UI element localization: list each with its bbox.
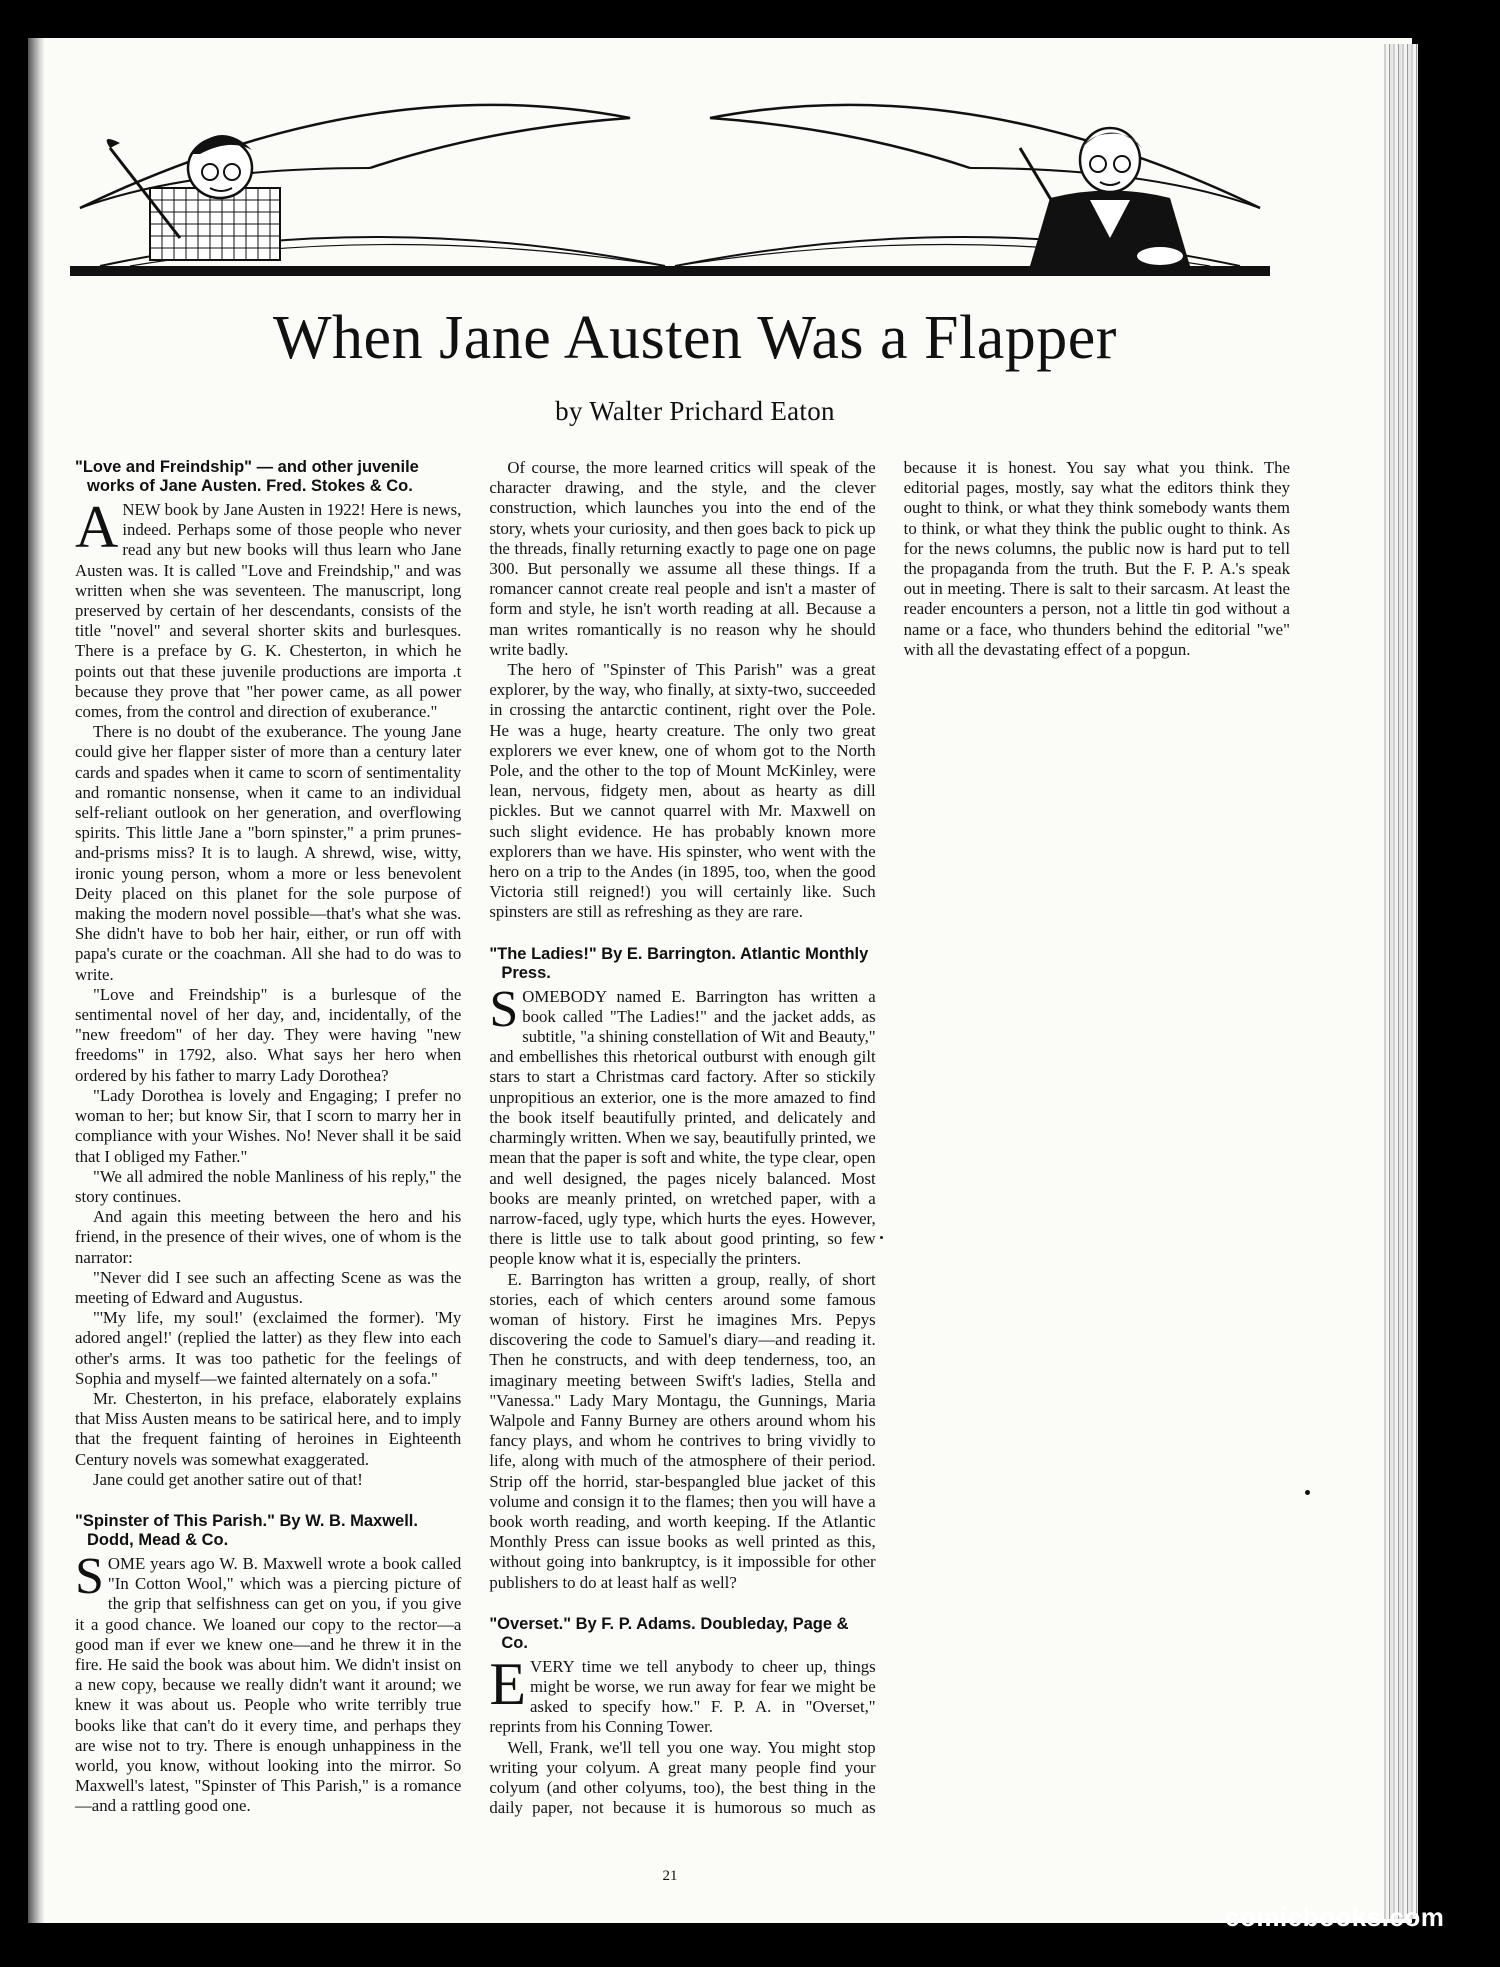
body-paragraph: Of course, the more learned critics will speak of the character drawing, and the style, and the clever construction, which launches you into the end of the story, whets your curiosity, and then goes back to pick up the threads, finally returning exactly to page one on page 300. But personally we assume all these things. If a romancer cannot create real people and isn't a master of form and style, he isn't worth reading at all. Because a man writes romantically is no reason why he should write badly. bbox=[489, 458, 876, 659]
body-paragraph: "Never did I see such an affecting Scene as was the meeting of Edward and Augustus. bbox=[75, 1267, 462, 1307]
article-body bbox=[75, 458, 1290, 1838]
body-paragraph: "'My life, my soul!' (exclaimed the former). 'My adored angel!' (replied the latter) as they flew into each other's arms. It was too pathetic for the feelings of Sophia and myself—we fainted alternately on a sofa." bbox=[75, 1308, 462, 1388]
body-paragraph: Well, Frank, we'll tell you one way. You might stop writing your colyum. A great many people find your colyum (and other colyums, too), the best thing in the daily paper, not because it is humorous so much as because it is honest. You say what you think. The editorial pages, mostly, say what the editors think they ought to think, or what they think somebody wants them to think, or what they think the public ought to think. As for the news columns, the public now is hard put to tell the propaganda from the truth. But the F. P. A.'s speak out in meeting. There is salt to their sarcasm. At least the reader encounters a person, not a little tin god without a name or a face, who thunders behind the editorial "we" with all the devastating effect of a popgun. bbox=[489, 458, 1290, 1818]
body-paragraph bbox=[489, 980, 876, 1270]
body-paragraph: "We all admired the noble Manliness of his reply," the story continues. bbox=[75, 1166, 462, 1206]
book-heading: "Love and Freindship" — and other juvenile works of Jane Austen. Fred. Stokes & Co. bbox=[75, 458, 419, 495]
page-fold-shadow bbox=[28, 38, 44, 1923]
body-paragraph bbox=[75, 1547, 462, 1817]
body-paragraph bbox=[489, 1650, 876, 1738]
article-byline: by Walter Prichard Eaton bbox=[555, 396, 835, 426]
book-heading: "Spinster of This Parish." By W. B. Maxwell. Dodd, Mead & Co. bbox=[75, 1511, 418, 1549]
body-paragraph: The hero of "Spinster of This Parish" was a great explorer, by the way, who finally, at sixty-two, succeeded in crossing the antarctic continent, right over the Pole. He was a huge, hearty creature. The only two great explorers we ever knew, one of whom got to the North Pole, and the other to the top of Mount McKinley, were lean, nervous, fidgety men, about as hearty as dill pickles. But we cannot quarrel with Mr. Maxwell on such slight evidence. He has probably known more explorers than we have. His spinster, who went with the hero on a trip to the Andes (in 1895, too, when the good Victoria still reigned!) you will certainly like. Such spinsters are still as refreshing as they are rare. bbox=[489, 660, 876, 922]
body-paragraph: E. Barrington has written a group, really, of short stories, each of which centers around some famous woman of history. First he imagines Mrs. Pepys discovering the code to Samuel's diary—and reading it. Then he constructs, and with deep tenderness, too, an imaginary meeting between Swift's ladies, Stella and "Vanessa." Lady Mary Montagu, the Gunnings, Maria Walpole and Fanny Burney are others around whom his fancy plays, and whom he contrives to bring vividly to life, along with much of the atmosphere of their period. Strip off the horrid, star-bespangled blue jacket of this volume and consign it to the flames; then you will have a book worth reading, and worth keeping. If the Atlantic Monthly Press can issue books as well printed as this, without going into bankruptcy, is it impossible for other publishers to do at least half as well? bbox=[489, 1269, 876, 1592]
body-paragraph: Mr. Chesterton, in his preface, elaborately explains that Miss Austen means to be satirical here, and to imply that the frequent fainting of heroines in Eighteenth Century novels was somewhat exaggerated. bbox=[75, 1388, 462, 1469]
page-edges bbox=[1384, 44, 1418, 1919]
section-gap bbox=[489, 923, 875, 945]
drop-cap: S bbox=[75, 1547, 104, 1605]
body-paragraph: There is no doubt of the exuberance. The young Jane could give her flapper sister of more than a century later cards and spades when it came to scorn of sentimentality and romantic nonsense, when it came to an individual self-reliant outlook on her generation, and overflowing spirits. This little Jane a "born spinster," a prim prunes-and-prisms miss? It is to laugh. A shrewd, wise, witty, ironic young person, whom a more or less benevolent Deity placed on this planet for the sole purpose of making the modern novel possible—that's what she was. She didn't have to bob her hair, either, or run off with papa's curate or the coachman. All she had to do was to write. bbox=[75, 722, 462, 984]
scan-speck bbox=[880, 1236, 883, 1239]
watermark-text: comicbooks.com bbox=[1225, 1902, 1445, 1932]
book-heading: "The Ladies!" By E. Barrington. Atlantic Monthly Press. bbox=[489, 944, 869, 982]
body-paragraph: "Lady Dorothea is lovely and Engaging; I prefer no woman to her; but know Sir, that I scorn to marry her in compliance with your Wishes. No! Never shall it be said that I obliged my Father." bbox=[75, 1085, 462, 1166]
paragraph-text: VERY time we tell anybody to cheer up, things might be worse, we run away for fear we might be asked to specify how." F. P. A. in "Overset," reprints from his Conning Tower. bbox=[489, 1656, 876, 1737]
drop-cap: E bbox=[489, 1650, 526, 1717]
paragraph-text: NEW book by Jane Austen in 1922! Here is news, indeed. Perhaps some of those people who never read any but new books will thus learn who Jane Austen was. It is called "Love and Freindship," and was written when she was seventeen. The manuscript, long preserved by certain of her descendants, consists of the title "novel" and several shorter skits and burlesques. There is a preface by G. K. Chesterton, in which he points out that these juvenile productions are importa .t because they prove that "her power came, as all power comes, from the control and direction of exuberance." bbox=[75, 500, 462, 722]
body-paragraph: "Love and Freindship" is a burlesque of the sentimental novel of her day, and, incidentally, of the "new freedom" of her day. They were having "new freedoms" in 1792, also. What says her hero when ordered by his father to marry Lady Dorothea? bbox=[75, 984, 462, 1085]
body-paragraph bbox=[75, 494, 462, 722]
page-number: 21 bbox=[662, 1868, 678, 1884]
body-paragraph: And again this meeting between the hero and his friend, in the presence of their wives, one of whom is the narrator: bbox=[75, 1207, 462, 1267]
drop-cap: A bbox=[75, 494, 119, 560]
body-paragraph: Jane could get another satire out of that! bbox=[93, 1469, 363, 1489]
section-gap bbox=[489, 1593, 875, 1615]
drop-cap: S bbox=[489, 980, 519, 1038]
paragraph-text: OMEBODY named E. Barrington has written a book called "The Ladies!" and the jacket adds, as subtitle, "a shining constellation of Wit and Beauty," and embellishes this rhetorical outburst with enough gilt stars to start a Christmas card factory. After so stickily unpropitious an exterior, one is the more amazed to find the book itself beautifully printed, and delicately and charmingly written. When we say, beautifully printed, we mean that the paper is soft and white, the type clear, open and well designed, the pages nicely balanced. Most books are meanly printed, on wretched paper, with a narrow-faced, ugly type, which hurts the eyes. However, there is little use to talk about good printing, so few people know what it is, especially the printers. bbox=[489, 986, 876, 1269]
article-title: When Jane Austen Was a Flapper bbox=[273, 304, 1117, 372]
caricature-banner-icon bbox=[70, 88, 1270, 286]
section-gap bbox=[75, 1490, 461, 1512]
paragraph-text: OME years ago W. B. Maxwell wrote a book called "In Cotton Wool," which was a piercing picture of the grip that selfishness can get on you, if you give it a good chance. We loaned our copy to the rector—a good man if ever we knew one—and he threw it in the fire. He said the book was about him. We didn't insist on a new copy, because we really didn't want it around; we knew it was about us. People who write terribly true books like that can't do it every time, and perhaps they are wise not to try. There is enough unhappiness in the world, you know, without looking into the mirror. So Maxwell's latest, "Spinster of This Parish," is a romance—and a rattling good one. bbox=[75, 1553, 462, 1816]
book-heading: "Overset." By F. P. Adams. Doubleday, Page & Co. bbox=[489, 1614, 849, 1652]
scan-speck bbox=[1305, 1490, 1310, 1495]
